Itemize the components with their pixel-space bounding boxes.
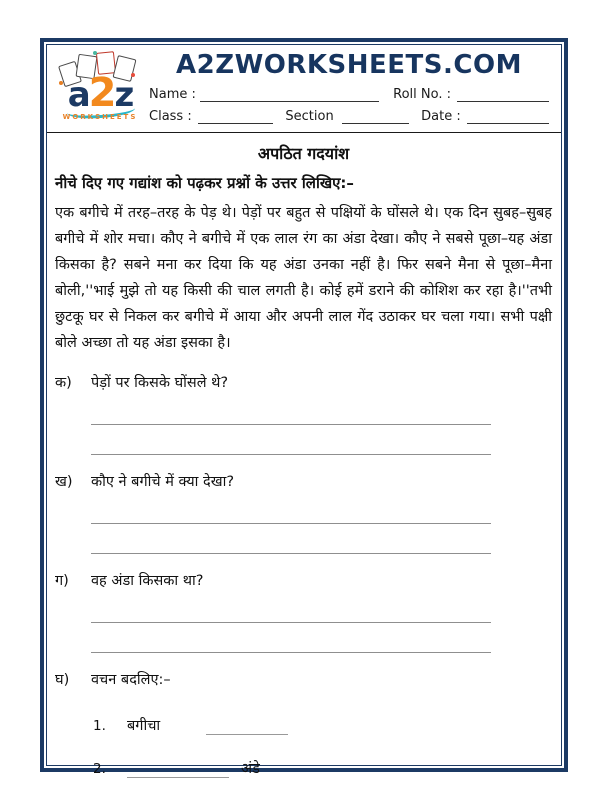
sub-item-word: अंडे xyxy=(241,761,260,777)
sub-item-number: 1. xyxy=(93,718,106,734)
answer-blank-line xyxy=(91,395,491,425)
answer-blank-line xyxy=(91,593,491,623)
question-label: घ) xyxy=(55,672,70,688)
answer-blank-line xyxy=(91,524,491,554)
header-right xyxy=(147,50,551,124)
question-text: वचन बदलिए:– xyxy=(91,672,171,688)
vachan-item-2 xyxy=(93,760,552,778)
question-text: वह अंडा किसका था? xyxy=(91,573,204,589)
vachan-item-1 xyxy=(93,717,552,735)
sub-item-number: 2. xyxy=(93,761,106,777)
logo-letter-z: z xyxy=(114,75,133,115)
question-ga xyxy=(55,569,552,653)
answer-blank-line xyxy=(91,425,491,455)
roll-label: Roll No. : xyxy=(393,87,451,102)
worksheet-outer-border xyxy=(40,38,568,777)
section-blank-line xyxy=(342,111,409,124)
sub-item-blank-line xyxy=(127,764,229,778)
doodle-dot-icon xyxy=(93,51,97,55)
question-text: कौए ने बगीचे में क्या देखा? xyxy=(91,474,235,490)
roll-blank-line xyxy=(457,89,549,102)
answer-blank-line xyxy=(91,623,491,653)
name-label: Name : xyxy=(149,87,196,102)
form-row-class xyxy=(147,109,551,124)
class-blank-line xyxy=(198,111,274,124)
question-text: पेड़ों पर किसके घोंसले थे? xyxy=(91,375,229,391)
section-label: Section xyxy=(285,109,334,124)
class-label: Class : xyxy=(149,109,192,124)
a2z-logo xyxy=(53,49,147,125)
sub-item-blank-line xyxy=(206,721,288,735)
question-label: ग) xyxy=(55,573,69,589)
worksheet-instruction: नीचे दिए गए गद्यांश को पढ़कर प्रश्नों के उत्तर लिखिए:– xyxy=(55,174,354,192)
name-blank-line xyxy=(200,89,379,102)
answer-blank-line xyxy=(91,494,491,524)
logo-worksheets-text: WORKSHEETS xyxy=(62,113,138,121)
question-gha xyxy=(55,668,552,778)
question-label: क) xyxy=(55,375,72,391)
passage-text: एक बगीचे में तरह–तरह के पेड़ थे। पेड़ों पर बहुत से पक्षियों के घोंसले थे। एक दिन सुबह–सुबह बगीचे में शोर मचा। कौए ने बगीचे में एक लाल रंग का अंडा देखा। कौए ने सबसे पूछा–यह अंडा किसका है? सबने मना कर दिया कि यह अंडा उनका नहीं है। फिर सबने मैना से पूछा–मैना बोली,''भाई मुझे तो यह किसी की चाल लगती है। कोई हमें डराने की कोशिश कर रहा है।''तभी छुटकू घर से निकल कर बगीचे में आया और अपनी लाल गेंद उठाकर घर चला गया। सभी पक्षी बोले अच्छा तो यह अंडा इसका है। xyxy=(55,205,552,351)
worksheet-title: अपठित गदयांश xyxy=(257,144,350,163)
worksheet-body xyxy=(47,133,561,778)
question-kha xyxy=(55,470,552,554)
site-title: A2ZWORKSHEETS.COM xyxy=(176,50,522,80)
worksheet-header xyxy=(47,45,561,133)
date-label: Date : xyxy=(421,109,461,124)
form-row-name xyxy=(147,87,551,102)
date-blank-line xyxy=(467,111,549,124)
worksheet-inner-border xyxy=(46,44,562,777)
logo-letter-a: a xyxy=(67,75,89,115)
question-label: ख) xyxy=(55,474,73,490)
question-ka xyxy=(55,371,552,455)
logo-letter-2: 2 xyxy=(88,70,115,116)
sub-item-word: बगीचा xyxy=(127,718,161,734)
